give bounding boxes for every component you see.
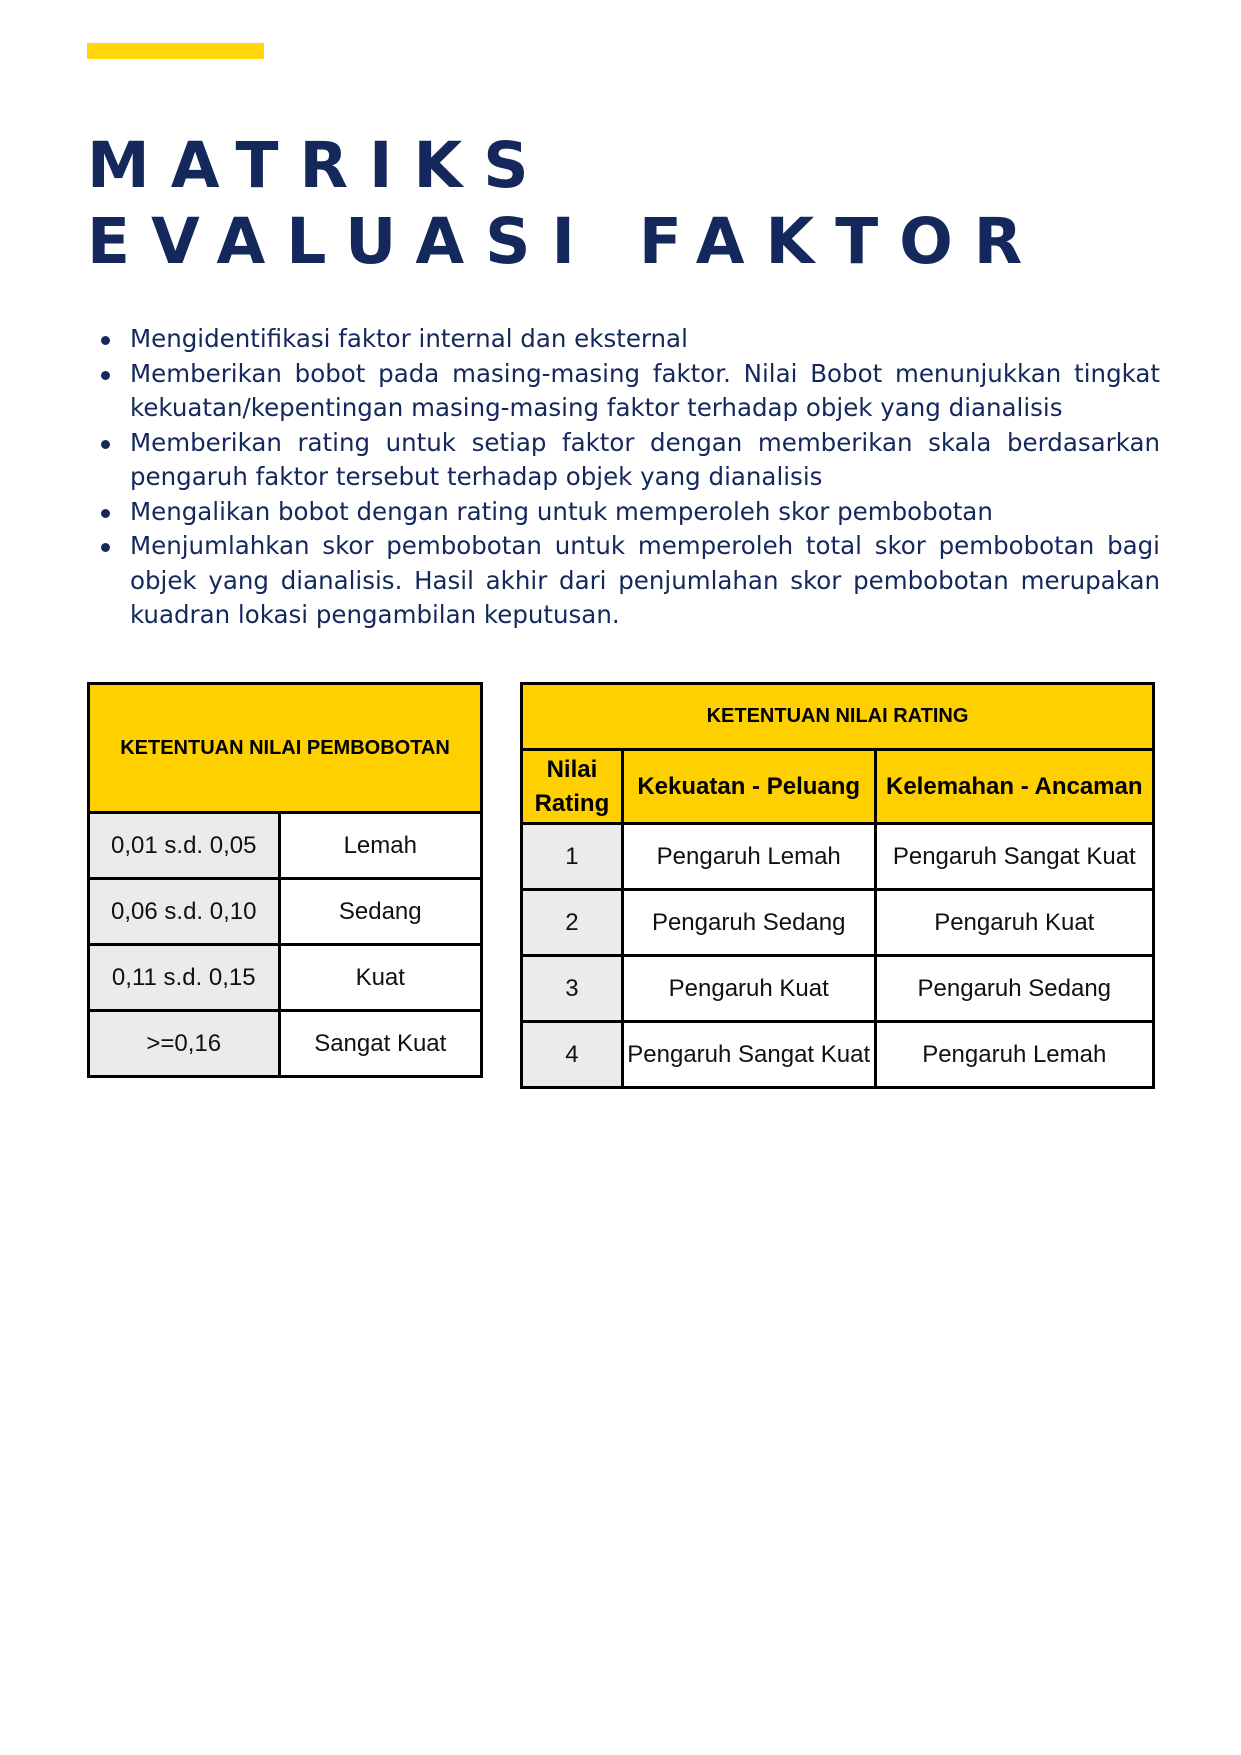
accent-bar (87, 43, 264, 59)
bullet-icon (101, 509, 110, 518)
table-row (89, 879, 482, 945)
weight-label-cell: Lemah (279, 813, 481, 879)
list-item: Memberikan rating untuk setiap faktor dengan memberikan skala berdasarkan pengaruh faktor tersebut terhadap objek yang dianalisis (93, 426, 1160, 495)
table-row (522, 1022, 1154, 1088)
weight-range-cell: >=0,16 (89, 1011, 280, 1077)
weight-range-cell: 0,01 s.d. 0,05 (89, 813, 280, 879)
strength-cell: Pengaruh Lemah (622, 824, 875, 890)
table-row (522, 824, 1154, 890)
list-item: Memberikan bobot pada masing-masing faktor. Nilai Bobot menunjukkan tingkat kekuatan/kepentingan masing-masing faktor terhadap objek yang dianalisis (93, 357, 1160, 426)
weight-label-cell: Sangat Kuat (279, 1011, 481, 1077)
table-row (89, 1011, 482, 1077)
list-item: Mengalikan bobot dengan rating untuk memperoleh skor pembobotan (93, 495, 1160, 530)
rating-value-cell: 2 (522, 890, 623, 956)
rating-value-cell: 3 (522, 956, 623, 1022)
weight-table (87, 682, 483, 1078)
rating-value-cell: 1 (522, 824, 623, 890)
bullet-icon (101, 543, 110, 552)
weakness-cell: Pengaruh Lemah (875, 1022, 1153, 1088)
bullet-icon (101, 336, 110, 345)
weight-label-cell: Kuat (279, 945, 481, 1011)
strength-cell: Pengaruh Sangat Kuat (622, 1022, 875, 1088)
list-item: Menjumlahkan skor pembobotan untuk memperoleh total skor pembobotan bagi objek yang dianalisis. Hasil akhir dari penjumlahan skor pembobotan merupakan kuadran lokasi pengambilan keputusan. (93, 529, 1160, 633)
strength-column-header: Kekuatan - Peluang (622, 750, 875, 824)
weight-table-header: KETENTUAN NILAI PEMBOBOTAN (89, 684, 482, 813)
table-row (89, 945, 482, 1011)
title-line-1: MATRIKS (87, 129, 550, 202)
weakness-cell: Pengaruh Sangat Kuat (875, 824, 1153, 890)
weakness-cell: Pengaruh Kuat (875, 890, 1153, 956)
table-row (522, 956, 1154, 1022)
bullet-icon (101, 371, 110, 380)
strength-cell: Pengaruh Sedang (622, 890, 875, 956)
rating-table-header: KETENTUAN NILAI RATING (522, 684, 1154, 750)
title-line-2: EVALUASI FAKTOR (87, 205, 1044, 278)
strength-cell: Pengaruh Kuat (622, 956, 875, 1022)
weakness-cell: Pengaruh Sedang (875, 956, 1153, 1022)
list-item: Mengidentifikasi faktor internal dan eksternal (93, 322, 1160, 357)
weight-label-cell: Sedang (279, 879, 481, 945)
rating-value-cell: 4 (522, 1022, 623, 1088)
page-title (87, 128, 1043, 280)
steps-list (93, 322, 1160, 633)
table-row (89, 813, 482, 879)
weight-range-cell: 0,11 s.d. 0,15 (89, 945, 280, 1011)
bullet-icon (101, 440, 110, 449)
rating-column-header: Nilai Rating (522, 750, 623, 824)
rating-table (520, 682, 1155, 1089)
weight-range-cell: 0,06 s.d. 0,10 (89, 879, 280, 945)
weakness-column-header: Kelemahan - Ancaman (875, 750, 1153, 824)
table-row (522, 890, 1154, 956)
